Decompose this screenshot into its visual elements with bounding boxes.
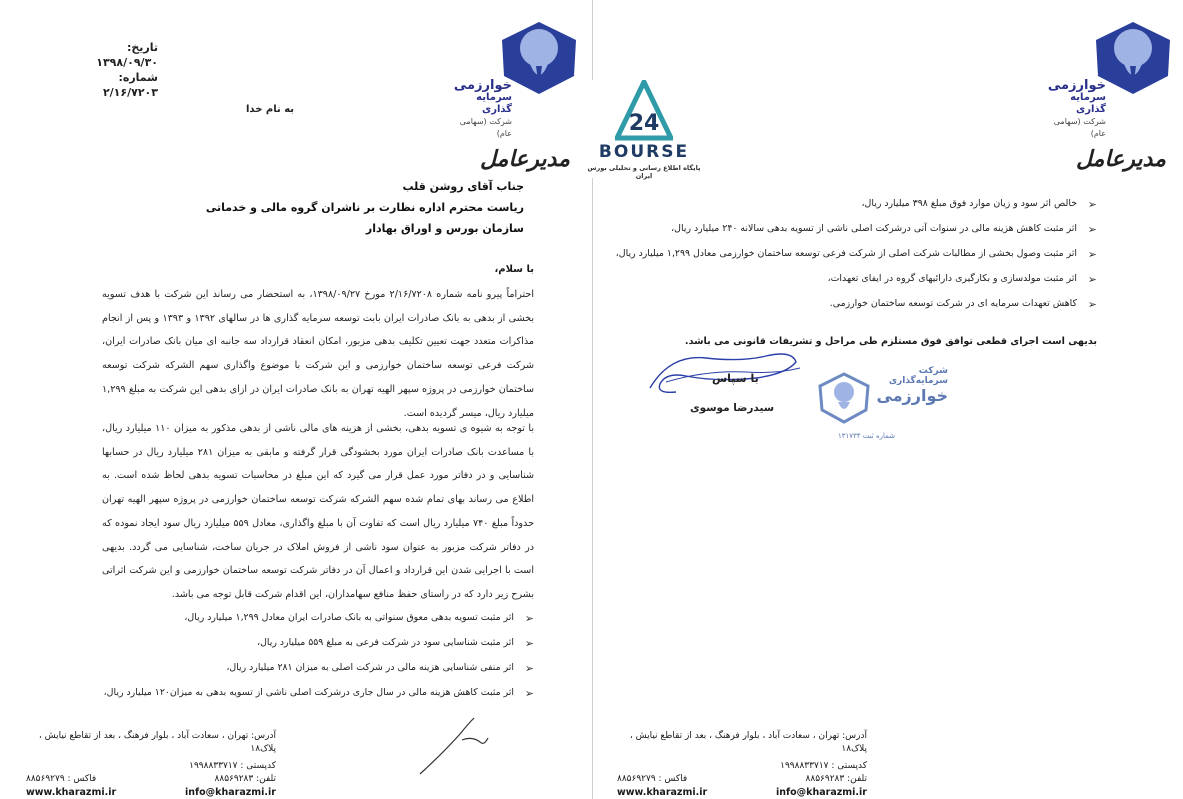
basmala: به نام خدا (246, 104, 295, 115)
effects-list-2 (615, 198, 1097, 309)
logo-text: خوارزمی سرمایه گذاری شرکت (سهامی عام) (453, 78, 512, 138)
company-logo (448, 18, 593, 138)
paragraph-2: با توجه به شیوه ی تسویه بدهی، بخشی از هزینه های مالی ناشی از بدهی مذکور به میزان ۱۱۰ میلیارد ریال، با مساعدت بانک صادرات ایران مورد بخشودگی قرار گرفته و مابقی به میزان ۲۸۱ میلیارد ریال در حسابها شناسایی و در دفاتر مورد عمل قرار می گیرد که این مبلغ در محاسبات تسویه بدهی لحاظ شده است. به اطلاع می رساند بهای تمام شده سهم الشرکه شرکت توسعه ساختمان خوارزمی در پروژه سپهر الهیه تهران حدوداً مبلغ ۷۴۰ میلیارد ریال است که تفاوت آن با مبلغ واگذاری، معادل ۵۵۹ میلیارد ریال سود ایجاد نموده که در دفاتر شرکت مزبور به عنوان سود ناشی از فروش املاک در جریان ساخت، شناسایی می گردد. بدیهی است با اجرایی شدن این قرارداد و اعمال آن در دفاتر شرکت توسعه ساختمان خوارزمی و این شرکت اثراتی بشرح زیر دارد که در راستای حفظ منافع سهامداران، این اقدام شرکت قابل توجه می باشد. (102, 423, 535, 600)
list-item: ➢ اثر منفی شناسایی هزینه مالی در شرکت اصلی به میزان ۲۸۱ میلیارد ریال، (94, 662, 534, 673)
footer-address: آدرس: تهران ، سعادت آباد ، بلوار فرهنگ ، بعد از تقاطع نیایش ، پلاک۱۸ (38, 731, 276, 754)
letter-meta (78, 40, 158, 100)
list-item: ➢ اثر مثبت تسویه بدهی معوق سنواتی به بانک صادرات ایران معادل ۱,۲۹۹ میلیارد ریال، (94, 612, 534, 623)
footer-postal: کدپستی : ۱۹۹۸۸۳۳۷۱۷ (780, 761, 867, 771)
company-stamp (818, 366, 948, 452)
footer-fax: فاکس : ۸۸۵۶۹۲۷۹ (617, 774, 688, 784)
list-item: ➢ اثر مثبت شناسایی سود در شرکت فرعی به مبلغ ۵۵۹ میلیارد ریال، (94, 637, 534, 648)
initials-signature-icon (414, 712, 494, 778)
footer-postal: کدپستی : ۱۹۹۸۸۳۳۷۱۷ (189, 761, 276, 771)
bourse-watermark (581, 80, 707, 178)
addressee-title: ریاست محترم اداره نظارت بر ناشران گروه مالی و خدماتی (205, 201, 524, 214)
stamp-line-1: شرکت (918, 366, 948, 376)
list-item: ➢ اثر مثبت مولدسازی و بکارگیری دارائیهای گروه در ایفای تعهدات، (627, 273, 1097, 284)
closing: با سپاس (712, 372, 759, 385)
footer-website[interactable]: www.kharazmi.ir (26, 787, 117, 798)
stamp-line-2: سرمایه‌گذاری (888, 376, 948, 386)
logo-text: خوارزمی سرمایه گذاری شرکت (سهامی عام) (1047, 78, 1106, 138)
bourse-logo-icon (615, 80, 673, 142)
addressee-name: جناب آقای روشن قلب (402, 180, 524, 193)
footer (617, 730, 867, 799)
bourse-brand: BOURSE (598, 142, 690, 162)
footer-phone: تلفن: ۸۸۵۶۹۲۸۳ (805, 774, 867, 784)
list-item: ➢ کاهش تعهدات سرمایه ای در شرکت توسعه ساختمان خوارزمی. (627, 298, 1097, 309)
addressee-block (124, 176, 524, 239)
footer-fax: فاکس : ۸۸۵۶۹۲۷۹ (26, 774, 97, 784)
effects-list-1 (94, 612, 534, 698)
list-item: ➢ اثر مثبت وصول بخشی از مطالبات شرکت اصلی از شرکت فرعی توسعه ساختمان خوارزمی معادل ۱,۲۹۹ میلیارد ریال، (627, 248, 1097, 259)
footer-email[interactable]: info@kharazmi.ir (775, 787, 867, 798)
signer-name: سیدرضا موسوی (690, 402, 775, 414)
company-logo (1042, 18, 1183, 138)
stamp-logo-icon (818, 372, 870, 424)
list-item: ➢ اثر مثبت کاهش هزینه مالی در سال جاری درشرکت اصلی ناشی از تسویه بدهی به میزان۱۲۰ میلیارد ریال، (94, 687, 534, 698)
bourse-number: 24 (628, 111, 660, 136)
date-label: تاریخ: ۱۳۹۸/۰۹/۳۰ (96, 41, 158, 69)
greeting: با سلام، (494, 264, 534, 275)
footer-website[interactable]: www.kharazmi.ir (617, 787, 708, 798)
ceo-title-mark: مدیرعامل (1076, 146, 1166, 172)
footer-address: آدرس: تهران ، سعادت آباد ، بلوار فرهنگ ، بعد از تقاطع نیایش ، پلاک۱۸ (629, 731, 867, 754)
list-item: ➢ خالص اثر سود و زیان موارد فوق مبلغ ۳۹۸ میلیارد ریال، (627, 198, 1097, 209)
footer-email[interactable]: info@kharazmi.ir (184, 787, 276, 798)
paragraph-1: احتراماً پیرو نامه شماره ۲/۱۶/۷۲۰۸ مورخ ۱۳۹۸/۰۹/۲۷، به استحضار می رساند این شرکت با هدف تسویه بخشی از بدهی به بانک صادرات ایران بابت توسعه سرمایه گذاری ها در سالهای ۱۳۹۲ و ۱۳۹۳ و پس از انجام مذاکرات متعدد جهت تعیین تکلیف بدهی مزبور، امکان انعقاد قرارداد سه جانبه ای میان بانک صادرات ایران، شرکت فرعی توسعه ساختمان خوارزمی و این شرکت با موضوع واگذاری سهم الشرکه شرکت توسعه ساختمان خوارزمی در پروژه سپهر الهیه تهران به بانک صادرات ایران در ازای بدهی این شرکت به مبلغ ۱,۲۹۹ میلیارد ریال، میسر گردیده است. (102, 289, 534, 419)
footer-phone: تلفن: ۸۸۵۶۹۲۸۳ (214, 774, 276, 784)
list-item: ➢ اثر مثبت کاهش هزینه مالی در سنوات آتی درشرکت اصلی ناشی از تسویه بدهی سالانه ۲۴۰ میلیارد ریال، (627, 223, 1097, 234)
number-label: شماره: ۲/۱۶/۷۲۰۳ (102, 71, 158, 99)
footer (26, 730, 276, 799)
bourse-tagline: پایگاه اطلاع رسانی و تحلیلی بورس ایران (587, 164, 701, 180)
stamp-line-3: خوارزمی (876, 386, 948, 405)
addressee-organization: سازمان بورس و اوراق بهادار (365, 222, 524, 235)
ceo-title-mark: مدیرعامل (480, 146, 570, 172)
stamp-line-4: شماره ثبت ۱۳۱۷۳۴ (838, 432, 896, 440)
conclusion: بدیهی است اجرای قطعی توافق فوق مستلزم طی مراحل و تشریفات قانونی می باشد. (684, 336, 1097, 347)
